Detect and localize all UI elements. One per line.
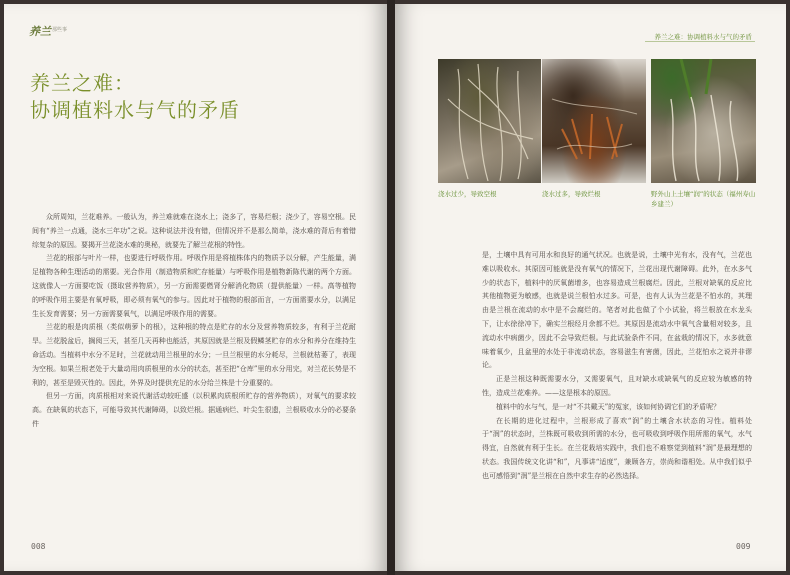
photo-dry-roots: [438, 59, 541, 183]
paragraph: 兰花的根是肉质根（类似萌萝卜的根），这种根的特点是贮存的水分及营养物质较多，有利于兰花耐旱。兰花脱盆后，搁阅三天，甚至几天再种也能活，其原因就是兰根及假鳞茎贮存的水分和养分在维持生命活动。当植料中水分不足时，兰花就动用兰根里的水分；一旦兰根里的水分耗尽，兰根就枯萎了，表现为空根。如果兰根老处于大量动用肉质根里的水分的状态，甚至把“仓库”里的水分用完，对兰花长势是不利的，甚至是毁灭性的。因此，外界及时提供充足的水分给兰株是十分重要的。: [32, 323, 356, 387]
photo-rotten-roots: [542, 59, 646, 183]
running-head-rule: [645, 41, 755, 42]
page-number-right: 009: [736, 542, 751, 551]
left-body-text: [32, 211, 356, 432]
paragraph: 植料中的水与气，是一对“不共戴天”的冤家，该如何协调它们的矛盾呢？: [496, 402, 721, 411]
photo-moist-soil-roots: [651, 59, 756, 183]
chapter-title: [30, 70, 240, 124]
photo-caption: 浇水过多，导致烂根: [542, 190, 601, 198]
page-number-left: 008: [31, 542, 46, 551]
brand-logo: 养兰: [29, 25, 51, 38]
book-gutter: [387, 0, 395, 575]
running-head: 养兰之难：协调植料水与气的矛盾: [654, 33, 752, 41]
chapter-title-line1: 养兰之难：: [30, 71, 135, 95]
photo-caption: 浇水过少，导致空根: [438, 190, 497, 198]
paragraph: 正是兰根这种既需要水分，又需要氧气，且对缺水或缺氧气的反应较为敏感的特性，造成兰花难养。——这是根本的原因。: [482, 375, 752, 397]
paragraph: 兰花的根部与叶片一样，也要进行呼吸作用。呼吸作用是将植株体内的物质予以分解，产生能量，满足植物各种生理活动的需要。光合作用（制造物质和贮存能量）与呼吸作用是植物新陈代谢的两个方面。这就像人一方面要吃饭（摄取营养物质），另一方面需要燃肾分解消化物质（提供能量）一样。高等植物的呼吸作用主要是有氧呼吸，即必须有氧气的参与。因此对于植物的根部而言，一方面需要水分，以满足生长发育需要；另一方面需要氧气，以满足呼吸作用的需要。: [32, 254, 356, 318]
paragraph: 但另一方面，肉质根相对来说代谢活动较旺盛（以积累肉质根所贮存的营养物质），对氧气的要求较高。在缺氧的状态下，可能导致其代谢障碍，以致烂根。据通病烂、叶尖生很遗，兰根吸收水分的必要条件: [32, 392, 356, 428]
brand-subtitle: 那些事: [52, 27, 68, 33]
paragraph: 是，土壤中具有可用水和良好的通气状况。也就是说，土壤中光有水，没有气，兰花也难以吸收水。其原因可能就是没有氧气的情况下，兰花出现代谢障碍。此外，在水多气少的状态下，植料中的厌氧菌增多，也容易造成兰根腐烂。因此，兰根对缺氧的反应比其他植物更为敏感，也就是说兰根怕水过多。可是，也有人认为兰花是不怕水的，其理由是兰根在流动的水中是不会腐烂的。笔者对此也做了个小试验，将兰根放在水龙头下，让水徐徐冲下，确实兰根经月余都不烂。其原因是流动水中氧气含量相对较多，且流动水中病菌少，因此不会导致烂根。与此试验条件不同，在盆栽的情况下，水多就意味着氧少，且盆里的水处于非流动状态，容易滋生有害菌，因此，兰花怕水之说并非谬论。: [482, 251, 752, 370]
paragraph: 众所周知，兰花难养。一般认为，养兰难就难在浇水上；浇多了，容易烂根；浇少了，容易空根。民间有“养兰一点通，浇水三年功”之说。这种说法并没有错，但情况并不是那么简单，浇水难的背后有着错综复杂的原因。要揭开兰花浇水难的奥秘，就要先了解兰花根的特性。: [32, 213, 356, 249]
paragraph: 在长期的进化过程中，兰根形成了喜欢“润”的土壤含水状态的习性。植料处于“润”的状态时，兰株既可吸收到所需的水分，也可吸收到呼吸作用所需的氧气，水气得宜，自然就有利于生长。在兰花栽培实践中，我们也不难察觉到植料“润”是最理想的状态。我国传统文化讲“和”，凡事讲“适度”，兼顾各方，崇尚和谐相处。从中我们似乎也可感悟到“润”是兰根在自然中求生存的必然选择。: [482, 416, 752, 480]
chapter-title-line2: 协调植料水与气的矛盾: [30, 98, 240, 122]
right-body-text: [482, 249, 752, 484]
left-page: [4, 4, 387, 571]
right-page: [395, 4, 786, 571]
photo-caption: 野外山上土壤“润”的状态（福州寿山乡建兰）: [651, 190, 756, 208]
